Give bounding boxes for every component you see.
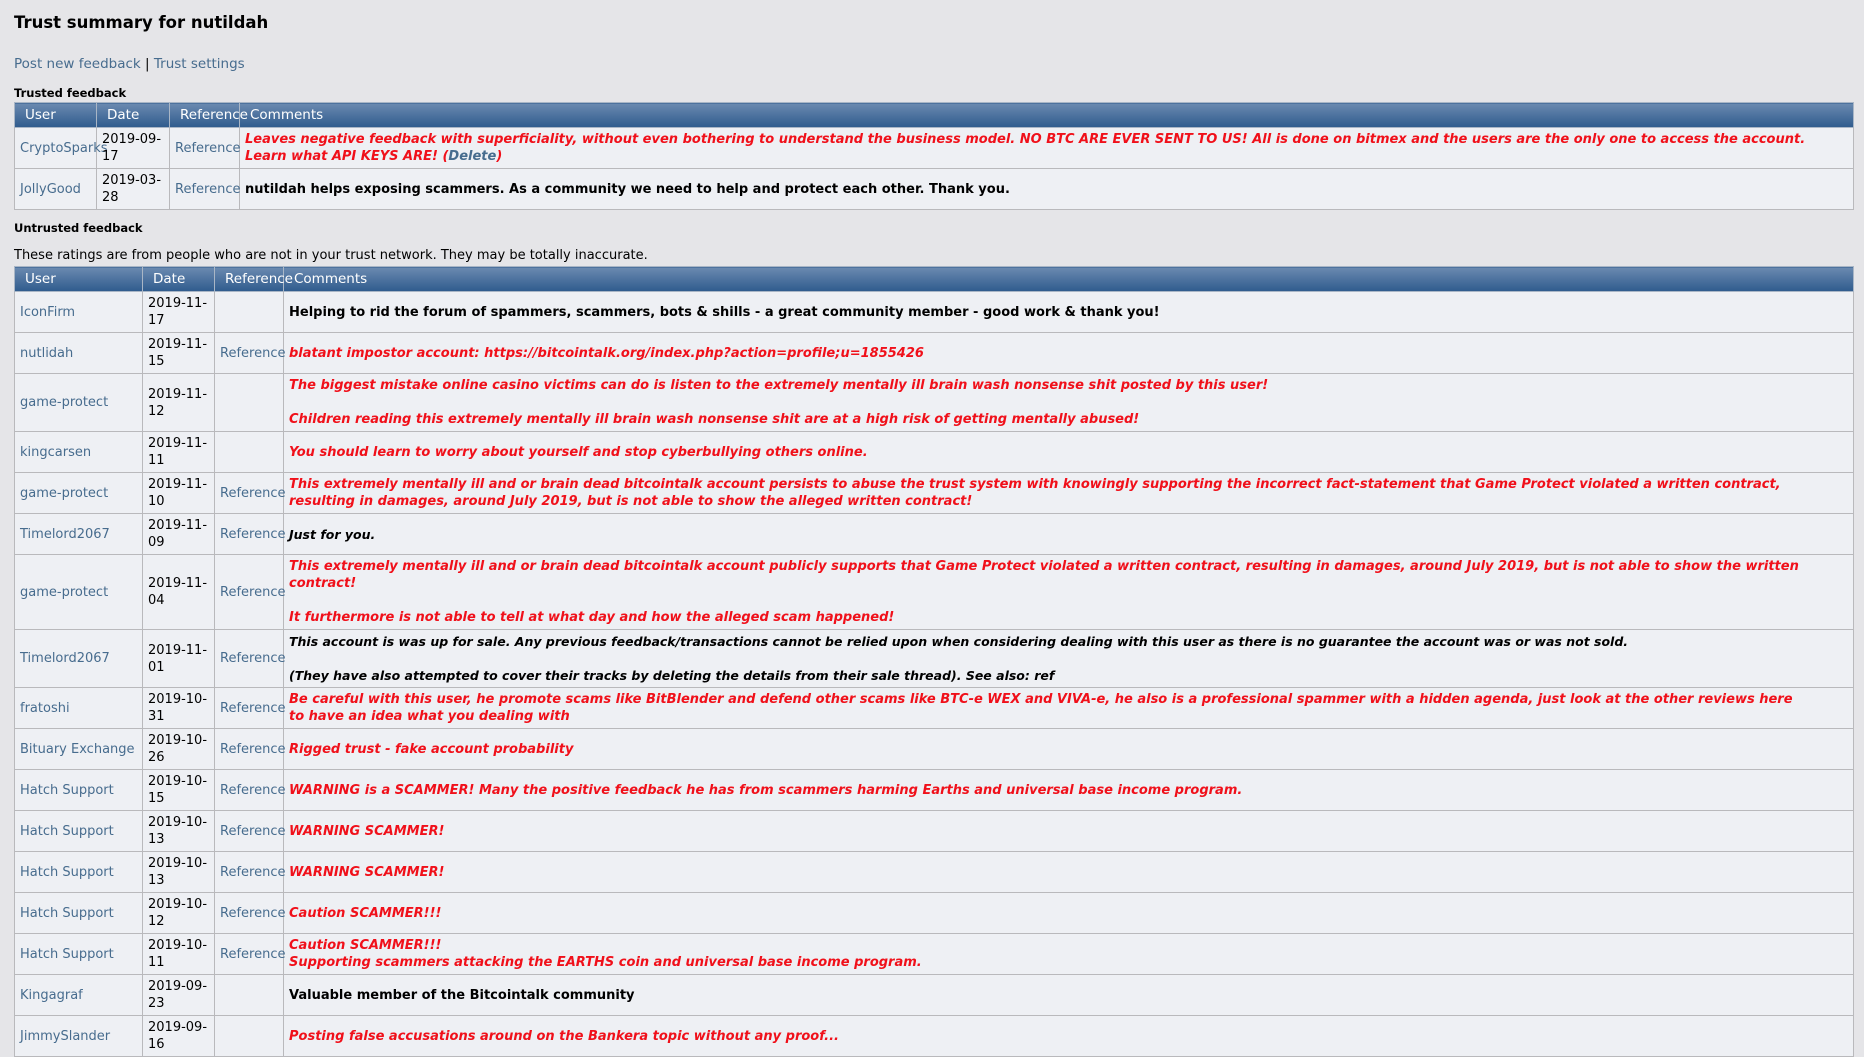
reference-link[interactable]: Reference: [220, 905, 286, 921]
user-link[interactable]: Hatch Support: [20, 946, 114, 962]
post-feedback-link[interactable]: Post new feedback: [14, 56, 141, 72]
date-cell: 2019-11-04: [143, 555, 215, 630]
reference-cell: [170, 169, 240, 210]
user-cell: [15, 432, 143, 473]
reference-cell: [215, 555, 284, 630]
date-cell: 2019-11-10: [143, 473, 215, 514]
untrusted-note: These ratings are from people who are not in your trust network. They may be totally inaccurate.: [14, 248, 648, 263]
table-row: [15, 473, 1854, 514]
reference-link[interactable]: Reference: [220, 700, 286, 716]
comment-text: Caution SCAMMER!!!: [289, 905, 442, 921]
table-row: [15, 128, 1854, 169]
comment-text: Valuable member of the Bitcointalk community: [289, 987, 635, 1003]
date-cell: 2019-03-28: [97, 169, 170, 210]
reference-cell: [215, 811, 284, 852]
comment-text: Leaves negative feedback with superficiality, without even bothering to understand the business model. NO BTC ARE EVER SENT TO US! All is done on bitmex and the users are the only one to access the account.: [245, 132, 1806, 147]
comment-text: You should learn to worry about yourself and stop cyberbullying others online.: [289, 444, 868, 460]
comment-text: WARNING SCAMMER!: [289, 864, 445, 880]
user-cell: [15, 975, 143, 1016]
reference-cell: [215, 432, 284, 473]
date-cell: 2019-10-26: [143, 729, 215, 770]
col-user: User: [15, 267, 143, 292]
user-link[interactable]: nutlidah: [20, 345, 74, 361]
user-cell: [15, 514, 143, 555]
table-row: [15, 811, 1854, 852]
comment-cell: [240, 128, 1854, 169]
user-link[interactable]: Hatch Support: [20, 782, 114, 798]
reference-cell: [215, 514, 284, 555]
user-cell: [15, 893, 143, 934]
user-cell: [15, 333, 143, 374]
comment-text: WARNING SCAMMER!: [289, 823, 445, 839]
date-cell: 2019-10-11: [143, 934, 215, 975]
date-cell: 2019-10-13: [143, 852, 215, 893]
comment-text: nutildah helps exposing scammers. As a community we need to help and protect each other. Thank you.: [245, 181, 1010, 197]
reference-link[interactable]: Reference: [220, 651, 286, 666]
comment-text: Supporting scammers attacking the EARTHS coin and universal base income program.: [289, 955, 922, 970]
table-row: [15, 688, 1854, 729]
user-link[interactable]: Hatch Support: [20, 864, 114, 880]
date-cell: 2019-09-16: [143, 1016, 215, 1057]
date-cell: 2019-11-15: [143, 333, 215, 374]
user-link[interactable]: Timelord2067: [20, 651, 110, 666]
table-row: [15, 169, 1854, 210]
col-user: User: [15, 103, 97, 128]
comment-text: Just for you.: [289, 526, 376, 542]
reference-cell: [215, 770, 284, 811]
table-row: [15, 292, 1854, 333]
user-cell: [15, 630, 143, 688]
date-cell: 2019-11-12: [143, 374, 215, 432]
user-link[interactable]: fratoshi: [20, 700, 70, 716]
trust-settings-link[interactable]: Trust settings: [153, 56, 245, 72]
col-reference: Reference: [170, 103, 240, 128]
trusted-feedback-table: [14, 102, 1854, 210]
user-link[interactable]: kingcarsen: [20, 444, 92, 460]
user-cell: [15, 473, 143, 514]
date-cell: 2019-10-15: [143, 770, 215, 811]
comment-text: resulting in damages, around July 2019, but is not able to show the alleged written contract!: [289, 494, 973, 509]
comment-text: It furthermore is not able to tell at what day and how the alleged scam happened!: [289, 610, 895, 625]
reference-link[interactable]: Reference: [220, 741, 286, 757]
table-row: [15, 555, 1854, 630]
reference-cell: [215, 688, 284, 729]
comment-cell: [284, 333, 1854, 374]
date-cell: 2019-11-17: [143, 292, 215, 333]
user-cell: [15, 555, 143, 630]
delete-close-paren: ): [496, 149, 503, 164]
table-row: [15, 729, 1854, 770]
reference-link[interactable]: Reference: [220, 782, 286, 798]
date-cell: 2019-10-12: [143, 893, 215, 934]
reference-cell: [215, 729, 284, 770]
user-cell: [15, 688, 143, 729]
trusted-heading: Trusted feedback: [14, 86, 127, 100]
date-cell: 2019-10-13: [143, 811, 215, 852]
table-row: [15, 1016, 1854, 1057]
comment-text: This extremely mentally ill and or brain dead bitcointalk account persists to abuse the trust system with knowingly supporting the incorrect fact-statement that Game Protect violated a written contract,: [289, 477, 1781, 492]
col-date: Date: [143, 267, 215, 292]
table-row: [15, 852, 1854, 893]
untrusted-heading: Untrusted feedback: [14, 221, 143, 235]
date-cell: 2019-09-17: [97, 128, 170, 169]
reference-link[interactable]: Reference: [220, 946, 286, 962]
comment-text: contract!: [289, 576, 357, 591]
reference-cell: [215, 1016, 284, 1057]
reference-cell: [215, 333, 284, 374]
user-cell: [15, 852, 143, 893]
comment-cell: [284, 893, 1854, 934]
comment-cell: [284, 688, 1854, 729]
user-cell: [15, 169, 97, 210]
reference-cell: [170, 128, 240, 169]
table-header-row: [15, 103, 1854, 128]
comment-cell: [240, 169, 1854, 210]
reference-cell: [215, 374, 284, 432]
user-link[interactable]: Kingagraf: [20, 987, 83, 1003]
table-row: [15, 374, 1854, 432]
col-comments: Comments: [240, 103, 1854, 128]
date-cell: 2019-10-31: [143, 688, 215, 729]
col-comments: Comments: [284, 267, 1854, 292]
user-cell: [15, 1016, 143, 1057]
comment-cell: [284, 514, 1854, 555]
table-row: [15, 975, 1854, 1016]
date-cell: 2019-09-23: [143, 975, 215, 1016]
reference-cell: [215, 893, 284, 934]
date-cell: 2019-11-09: [143, 514, 215, 555]
table-row: [15, 770, 1854, 811]
comment-cell: [284, 729, 1854, 770]
user-cell: [15, 770, 143, 811]
reference-link[interactable]: Reference: [175, 181, 241, 197]
comment-text: Be careful with this user, he promote scams like BitBlender and defend other scams like BTC-e WEX and VIVA-e, he also is a professional spammer with a hidden agenda, just look at the other reviews here: [289, 692, 1793, 707]
reference-cell: [215, 292, 284, 333]
comment-text: Helping to rid the forum of spammers, scammers, bots & shills - a great community member - good work & thank you!: [289, 304, 1160, 320]
comment-text: Rigged trust - fake account probability: [289, 741, 574, 757]
comment-cell: [284, 630, 1854, 688]
link-separator: |: [140, 56, 154, 72]
comment-cell: [284, 473, 1854, 514]
user-link[interactable]: CryptoSparks: [20, 140, 108, 156]
col-reference: Reference: [215, 267, 284, 292]
page-title: Trust summary for nutildah: [14, 13, 269, 32]
comment-text: Learn what API KEYS ARE!: [245, 149, 438, 164]
reference-link[interactable]: Reference: [220, 864, 286, 880]
reference-link[interactable]: Reference: [220, 345, 286, 361]
delete-link[interactable]: Delete: [448, 149, 497, 164]
table-header-row: [15, 267, 1854, 292]
reference-link[interactable]: Reference: [220, 584, 286, 600]
user-cell: [15, 811, 143, 852]
user-link[interactable]: Timelord2067: [20, 526, 110, 542]
reference-link[interactable]: Reference: [175, 140, 241, 156]
comment-text: blatant impostor account: https://bitcointalk.org/index.php?action=profile;u=1855426: [289, 345, 924, 361]
user-cell: [15, 729, 143, 770]
reference-link[interactable]: Reference: [220, 485, 286, 501]
delete-open-paren: (: [437, 149, 449, 164]
table-row: [15, 333, 1854, 374]
user-link[interactable]: JimmySlander: [20, 1028, 111, 1044]
date-cell: 2019-11-01: [143, 630, 215, 688]
user-link[interactable]: Hatch Support: [20, 823, 114, 839]
comment-cell: [284, 292, 1854, 333]
reference-cell: [215, 852, 284, 893]
comment-text: This extremely mentally ill and or brain dead bitcointalk account publicly supports that Game Protect violated a written contract, resulting in damages, around July 2019, but is not able to show the written: [289, 559, 1799, 574]
comment-cell: [284, 811, 1854, 852]
comment-cell: [284, 555, 1854, 630]
untrusted-feedback-table: [14, 266, 1854, 1057]
user-link[interactable]: game-protect: [20, 584, 109, 600]
user-link[interactable]: game-protect: [20, 485, 109, 501]
comment-cell: [284, 975, 1854, 1016]
comment-text: Caution SCAMMER!!!: [289, 938, 442, 953]
reference-link[interactable]: Reference: [220, 526, 286, 542]
date-cell: 2019-11-11: [143, 432, 215, 473]
user-cell: [15, 292, 143, 333]
comment-text: The biggest mistake online casino victims can do is listen to the extremely mentally ill brain wash nonsense shit posted by this user!: [289, 378, 1269, 393]
table-row: [15, 630, 1854, 688]
reference-link[interactable]: Reference: [220, 823, 286, 839]
comment-text: (They have also attempted to cover their tracks by deleting the details from their sale thread). See also: ref: [289, 668, 1055, 683]
comment-text: This account is was up for sale. Any previous feedback/transactions cannot be relied upon when considering dealing with this user as there is no guarantee the account was or was not sold.: [289, 634, 1629, 649]
user-link[interactable]: Bituary Exchange: [20, 741, 135, 757]
user-link[interactable]: JollyGood: [20, 181, 81, 197]
comment-cell: [284, 374, 1854, 432]
table-row: [15, 893, 1854, 934]
user-link[interactable]: game-protect: [20, 395, 109, 410]
comment-text: to have an idea what you dealing with: [289, 709, 570, 724]
comment-cell: [284, 432, 1854, 473]
reference-cell: [215, 975, 284, 1016]
col-date: Date: [97, 103, 170, 128]
comment-cell: [284, 770, 1854, 811]
reference-cell: [215, 630, 284, 688]
comment-cell: [284, 1016, 1854, 1057]
reference-cell: [215, 473, 284, 514]
comment-cell: [284, 852, 1854, 893]
table-row: [15, 432, 1854, 473]
user-link[interactable]: Hatch Support: [20, 905, 114, 921]
table-row: [15, 514, 1854, 555]
comment-text: WARNING is a SCAMMER! Many the positive feedback he has from scammers harming Earths and universal base income program.: [289, 782, 1243, 798]
user-cell: [15, 374, 143, 432]
user-cell: [15, 128, 108, 169]
action-links: [14, 53, 1850, 75]
comment-text: Children reading this extremely mentally ill brain wash nonsense shit are at a high risk of getting mentally abused!: [289, 412, 1140, 427]
user-link[interactable]: IconFirm: [20, 304, 76, 320]
comment-text: Posting false accusations around on the Bankera topic without any proof...: [289, 1028, 839, 1044]
